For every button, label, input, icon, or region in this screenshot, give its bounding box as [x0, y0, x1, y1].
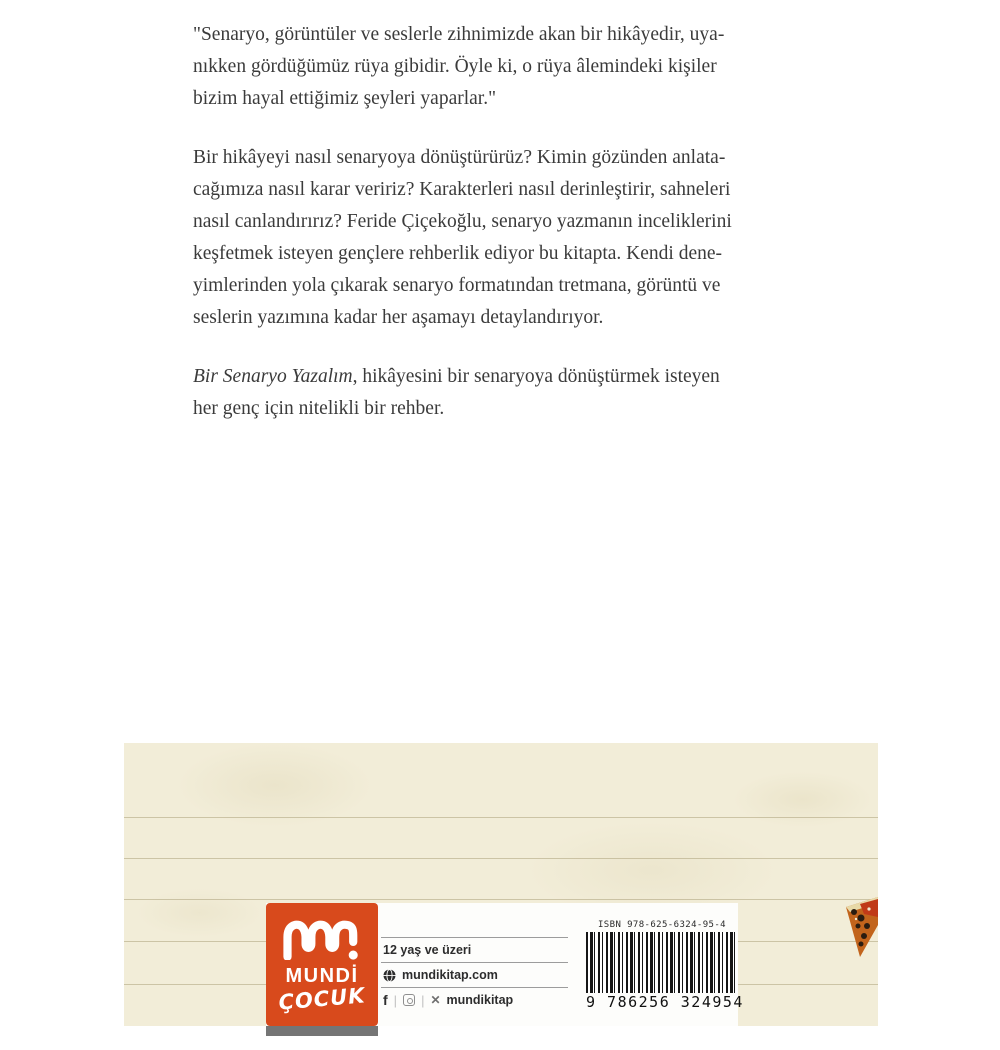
back-cover-blurb — [193, 19, 815, 425]
social-handle-label: mundikitap — [446, 993, 514, 1007]
website-label: mundikitap.com — [402, 968, 498, 982]
age-rating-row — [381, 937, 568, 962]
text-line: bizim hayal ettiğimiz şeyleri yaparlar." — [193, 88, 497, 109]
separator: | — [393, 992, 398, 1008]
text-line: her genç için nitelikli bir rehber. — [193, 398, 445, 419]
text-line: keşfetmek isteyen gençlere rehberlik ediyor bu kitapta. Kendi dene- — [193, 243, 722, 264]
publisher-info-rows — [381, 937, 568, 1012]
facebook-icon: f — [383, 992, 388, 1008]
text-line: nasıl canlandırırız? Feride Çiçekoğlu, senaryo yazmanın inceliklerini — [193, 211, 732, 232]
mundi-squiggle-icon — [280, 914, 364, 960]
text-line: cağımıza nasıl karar veririz? Karakterleri nasıl derinleştirir, sahneleri — [193, 179, 731, 200]
ean-digits: 9 786256 324954 — [586, 993, 744, 1011]
isbn-label: ISBN 978-625-6324-95-4 — [597, 920, 726, 930]
text-line: "Senaryo, görüntüler ve seslerle zihnimizde akan bir hikâyedir, uya- — [193, 24, 725, 45]
quote-paragraph — [193, 19, 815, 115]
text-line: yimlerinden yola çıkarak senaryo formatından tretmana, görüntü ve — [193, 275, 721, 296]
globe-icon — [383, 969, 396, 982]
ruled-line — [124, 858, 878, 859]
social-row — [381, 987, 568, 1012]
book-title-italic: Bir Senaryo Yazalım — [193, 366, 353, 387]
ruled-line — [124, 817, 878, 818]
text-line — [193, 361, 815, 393]
closing-line1-rest: , hikâyesini bir senaryoya dönüştürmek isteyen — [352, 366, 720, 387]
text-line: nıkken gördüğümüz rüya gibidir. Öyle ki, o rüya âlemindeki kişiler — [193, 56, 717, 77]
logo-shadow-bar — [266, 1026, 378, 1036]
separator: | — [421, 992, 425, 1008]
lined-paper-panel — [124, 743, 878, 1026]
instagram-icon — [403, 994, 415, 1006]
mundi-cocuk-logo — [266, 903, 378, 1026]
butterfly-wing-image — [844, 895, 878, 961]
text-line: seslerin yazımına kadar her aşamayı detaylandırıyor. — [193, 307, 604, 328]
age-rating-label: 12 yaş ve üzeri — [383, 943, 472, 957]
isbn-barcode — [586, 920, 744, 1011]
website-row — [381, 962, 568, 987]
logo-word-cocuk: ÇOCUK — [277, 983, 367, 1015]
logo-word-mundi: MUNDİ — [285, 965, 359, 987]
ruled-line — [124, 899, 878, 900]
x-twitter-icon: ✕ — [430, 993, 441, 1007]
barcode-bars — [586, 932, 738, 993]
text-line: Bir hikâyeyi nasıl senaryoya dönüştürürüz? Kimin gözünden anlata- — [193, 147, 726, 168]
closing-paragraph — [193, 361, 815, 425]
description-paragraph — [193, 142, 815, 334]
